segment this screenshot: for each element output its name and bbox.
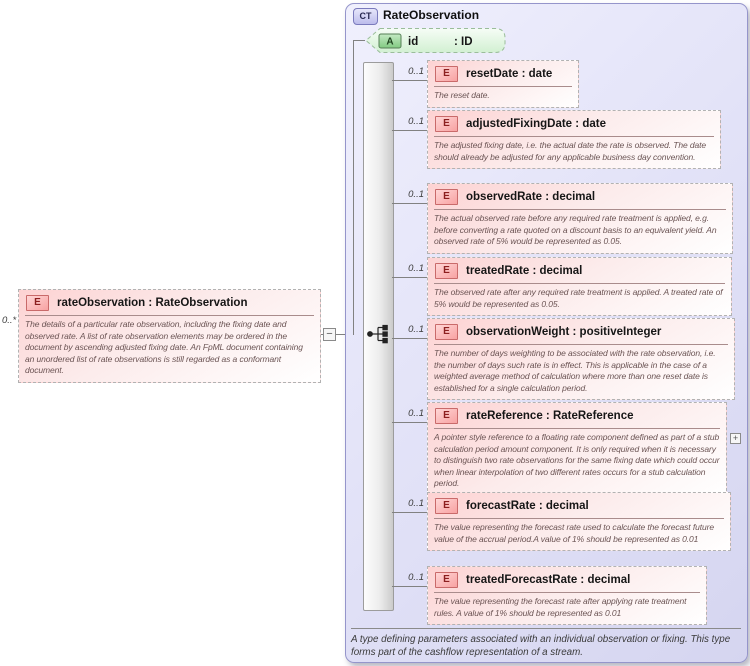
element-name: treatedForecastRate [466, 574, 578, 586]
element-box-rateReference[interactable] [427, 402, 727, 496]
element-row [392, 257, 732, 316]
element-name: observedRate [466, 191, 543, 203]
element-title [466, 326, 661, 338]
connector-line [392, 512, 427, 513]
element-icon: E [435, 116, 458, 132]
cardinality-label: 0..* [2, 315, 17, 326]
cardinality-label: 0..1 [408, 263, 424, 274]
element-header [19, 290, 320, 313]
element-type: RateObservation [155, 297, 248, 309]
attribute-type: : ID [454, 36, 473, 48]
element-icon: E [435, 189, 458, 205]
element-description: The observed rate after any required rate treatment is applied. A treated rate of 5% would be represented as 0.05. [434, 287, 723, 309]
element-header [428, 184, 732, 207]
element-box-resetDate[interactable] [427, 60, 579, 108]
element-box-adjustedFixingDate[interactable] [427, 110, 721, 169]
element-row [392, 318, 735, 400]
element-icon: E [435, 263, 458, 279]
element-row [392, 183, 733, 254]
element-type: decimal [552, 191, 596, 203]
element-header [428, 567, 706, 590]
colon-separator: : [542, 410, 553, 422]
collapse-icon[interactable]: − [323, 328, 336, 341]
colon-separator: : [535, 500, 546, 512]
element-type: decimal [539, 265, 583, 277]
connector-line [392, 130, 427, 131]
cardinality-label: 0..1 [408, 66, 424, 77]
element-row [392, 402, 727, 496]
complex-type-icon: CT [353, 8, 378, 25]
element-row [392, 60, 579, 108]
connector-line [392, 277, 427, 278]
element-title [466, 574, 630, 586]
element-description: The value representing the forecast rate after applying rate treatment rules. A value of 1% should be represented as 0.01 [434, 596, 687, 618]
element-name: adjustedFixingDate [466, 118, 573, 130]
connector-line [392, 80, 427, 81]
element-icon: E [26, 295, 49, 311]
element-title [466, 410, 634, 422]
element-name: rateObservation [57, 297, 146, 309]
element-title [466, 265, 582, 277]
colon-separator: : [145, 297, 156, 309]
element-header [428, 319, 734, 342]
element-box-treatedRate[interactable] [427, 257, 732, 316]
element-title [466, 500, 589, 512]
cardinality-label: 0..1 [408, 189, 424, 200]
element-description: The value representing the forecast rate used to calculate the forecast future value of the accrual period.A value of 1% should be represented as 0.01 [434, 522, 714, 544]
connector-line [392, 422, 427, 423]
connector-line [392, 338, 427, 339]
element-row [392, 566, 707, 625]
connector-line [353, 40, 354, 335]
element-header [428, 403, 726, 426]
colon-separator: : [518, 68, 529, 80]
colon-separator: : [577, 574, 588, 586]
element-type: decimal [587, 574, 631, 586]
element-row [392, 110, 721, 169]
cardinality-label: 0..1 [408, 116, 424, 127]
connector-line [392, 203, 427, 204]
element-box-rateObservation[interactable] [18, 289, 321, 383]
element-description: The reset date. [434, 90, 490, 100]
type-annotation: A type defining parameters associated with an individual observation or fixing. This type forms part of the cashflow representation of a stream. [351, 634, 731, 658]
element-icon: E [435, 498, 458, 514]
element-icon: E [435, 572, 458, 588]
element-header [428, 493, 730, 516]
cardinality-label: 0..1 [408, 498, 424, 509]
colon-separator: : [569, 326, 580, 338]
element-name: observationWeight [466, 326, 570, 338]
element-description: The number of days weighting to be associated with the rate observation, i.e. the number of days such rate is in effect. This is applicable in the case of a weighted average method of calculation where more than one reset date is established for a single calculation period. [434, 348, 716, 393]
element-icon: E [435, 408, 458, 424]
element-title [466, 68, 552, 80]
element-header [428, 111, 720, 134]
element-description: The actual observed rate before any required rate treatment is applied, e.g. before converting a rate quoted on a discount basis to an equivalent yield. An observed rate of 5% would be represented as 0.05. [434, 213, 717, 247]
element-name: resetDate [466, 68, 519, 80]
expand-icon[interactable]: + [730, 433, 741, 444]
divider [351, 628, 741, 629]
element-title [57, 297, 247, 309]
element-box-observedRate[interactable] [427, 183, 733, 254]
element-type: date [582, 118, 606, 130]
element-box-observationWeight[interactable] [427, 318, 735, 400]
attribute-badge-letter: A [386, 36, 394, 48]
element-name: treatedRate [466, 265, 530, 277]
attribute-box-id[interactable] [364, 27, 510, 54]
element-box-forecastRate[interactable] [427, 492, 731, 551]
complex-type-title: RateObservation [383, 8, 480, 22]
element-description: A pointer style reference to a floating rate component defined as part of a stub calculation period amount component. It is only required when it is necessary to distinguish two rate observations for the same fixing date which could occur when linear interpolation of two different rates occurs for a stub calculation period. [434, 432, 720, 489]
colon-separator: : [542, 191, 553, 203]
element-icon: E [435, 66, 458, 82]
element-row [392, 492, 731, 551]
element-header [428, 61, 578, 84]
colon-separator: : [529, 265, 540, 277]
connector-line [392, 586, 427, 587]
element-description: The details of a particular rate observation, including the fixing date and observed rate. A list of rate observation elements may be ordered in the document by ascending adjusted fixing date. An FpML document containing an unordered list of rate observations is still regarded as a conformant document. [25, 319, 303, 376]
cardinality-label: 0..1 [408, 572, 424, 583]
element-icon: E [435, 324, 458, 340]
element-box-treatedForecastRate[interactable] [427, 566, 707, 625]
element-title [466, 191, 595, 203]
element-type: decimal [545, 500, 589, 512]
attribute-name: id [408, 36, 419, 48]
element-name: rateReference [466, 410, 543, 422]
cardinality-label: 0..1 [408, 408, 424, 419]
element-header [428, 258, 731, 281]
element-type: date [528, 68, 553, 80]
element-type: positiveInteger [579, 326, 662, 338]
element-title [466, 118, 606, 130]
cardinality-label: 0..1 [408, 324, 424, 335]
sequence-icon [366, 324, 390, 344]
element-type: RateReference [552, 410, 634, 422]
element-description: The adjusted fixing date, i.e. the actual date the rate is observed. The date should already be adjusted for any applicable business day convention. [434, 140, 707, 162]
element-name: forecastRate [466, 500, 536, 512]
colon-separator: : [572, 118, 583, 130]
